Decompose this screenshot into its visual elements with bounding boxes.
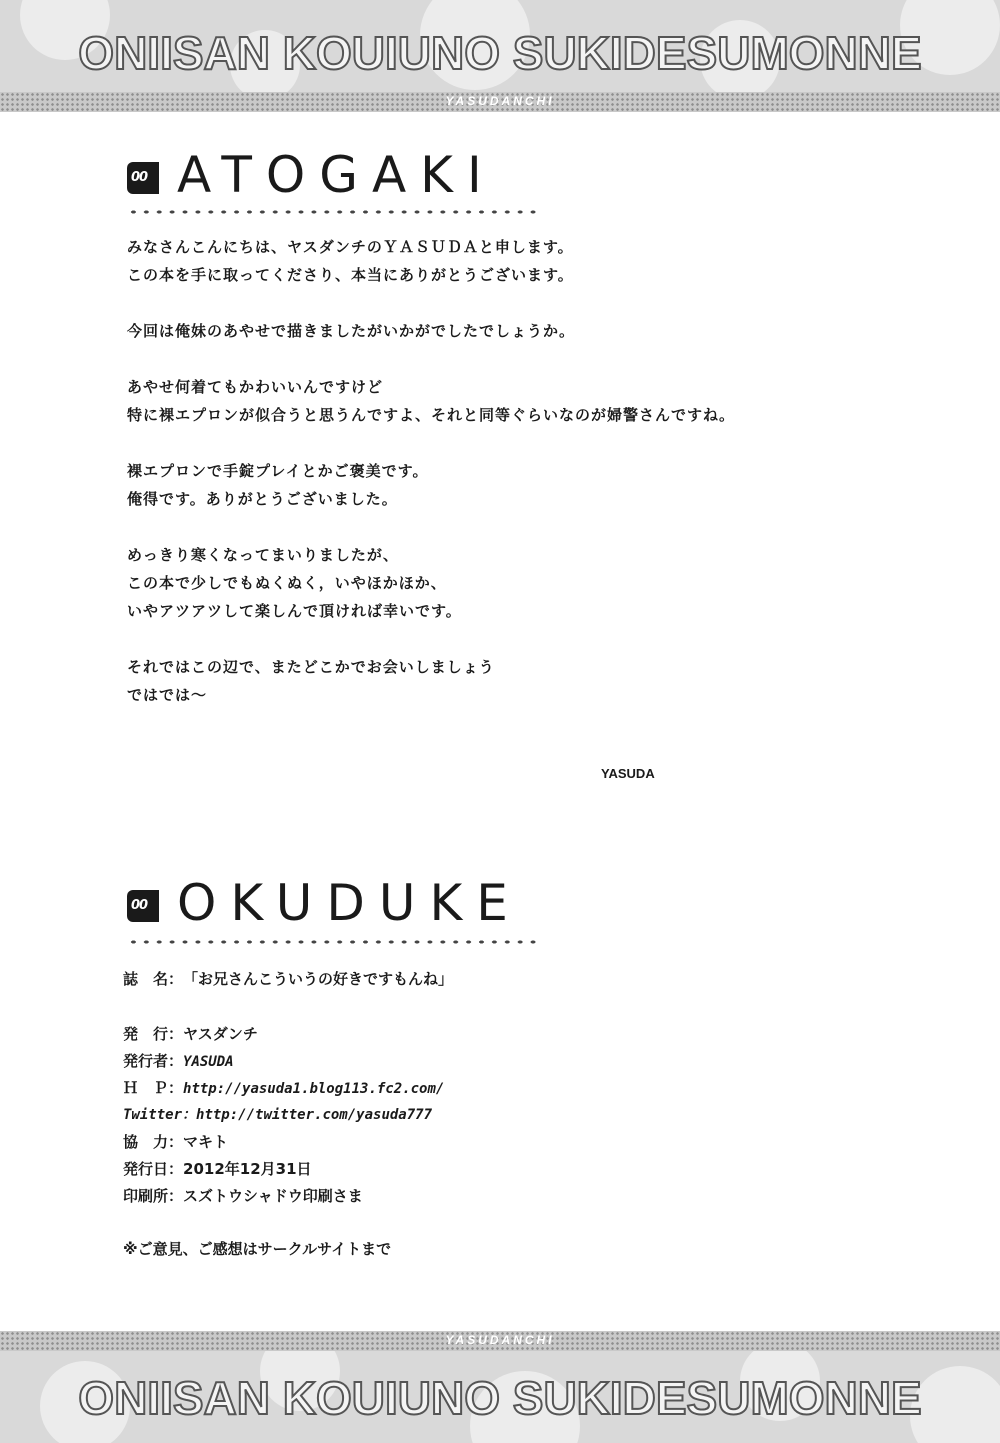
atogaki-line: ではでは～ <box>127 686 208 704</box>
colophon-value: YASUDA <box>183 1054 234 1070</box>
atogaki-line: 俺得です。ありがとうございました。 <box>127 490 398 508</box>
atogaki-line: この本を手に取ってくださり、本当にありがとうございます。 <box>127 266 574 284</box>
colophon-value: スズトウシャドウ印刷さま <box>183 1187 363 1205</box>
colophon-label: 協 力： <box>123 1133 184 1151</box>
atogaki-line: それではこの辺で、またどこかでお会いしましょう <box>127 658 495 676</box>
homepage-link[interactable]: http://yasuda1.blog113.fc2.com/ <box>183 1081 445 1097</box>
circle-strip <box>0 92 1000 112</box>
colophon-label: 誌 名： <box>123 970 184 988</box>
colophon-twitter-row <box>123 1104 432 1124</box>
banner-title: ONIISAN KOUIUNO SUKIDESUMONNE <box>78 27 922 79</box>
atogaki-title: ATOGAKI <box>177 146 496 204</box>
colophon-date-row <box>123 1158 312 1179</box>
atogaki-line: めっきり寒くなってまいりましたが、 <box>127 546 399 564</box>
circle-label: YASUDANCHI <box>445 1333 555 1347</box>
atogaki-line: いやアツアツして楽しんで頂ければ幸いです。 <box>127 602 462 620</box>
atogaki-line: みなさんこんにちは、ヤスダンチのＹＡＳＵＤＡと申します。 <box>127 238 574 256</box>
circle-strip <box>0 1331 1000 1351</box>
colophon-printer-row <box>123 1185 363 1206</box>
colophon-value: ヤスダンチ <box>183 1025 258 1043</box>
banner-title: ONIISAN KOUIUNO SUKIDESUMONNE <box>78 1372 922 1424</box>
atogaki-line: この本で少しでもぬくぬく，いやほかほか、 <box>127 574 447 592</box>
top-banner <box>0 0 1000 92</box>
atogaki-line: 特に裸エプロンが似合うと思うんですよ、それと同等ぐらいなのが婦警さんですね。 <box>127 406 736 424</box>
colophon-title-row <box>123 968 453 989</box>
colophon-label: Ｈ Ｐ： <box>123 1079 184 1097</box>
colophon-label: 発行日： <box>123 1160 184 1178</box>
twitter-link[interactable]: http://twitter.com/yasuda777 <box>196 1107 433 1123</box>
colophon-value: 2012年12月31日 <box>183 1160 312 1178</box>
heading-mark-icon: 00 <box>127 162 159 194</box>
colophon-label: Twitter： <box>123 1107 197 1123</box>
atogaki-line: 今回は俺妹のあやせで描きましたがいかがでしたでしょうか。 <box>127 322 576 340</box>
feedback-note: ※ご意見、ご感想はサークルサイトまで <box>123 1240 392 1258</box>
okuduke-title: OKUDUKE <box>177 874 522 932</box>
bottom-banner <box>0 1351 1000 1443</box>
colophon-value: 「お兄さんこういうの好きですもんね」 <box>183 970 454 988</box>
dotted-divider <box>127 208 539 216</box>
colophon-label: 印刷所： <box>123 1187 184 1205</box>
colophon-issuer-row <box>123 1050 234 1071</box>
colophon-publisher-row <box>123 1023 258 1044</box>
circle-label: YASUDANCHI <box>445 94 555 108</box>
colophon-value: マキト <box>183 1133 229 1151</box>
colophon-cooperation-row <box>123 1131 228 1152</box>
colophon-label: 発 行： <box>123 1025 184 1043</box>
colophon-homepage-row <box>123 1077 444 1098</box>
colophon-label: 発行者： <box>123 1052 184 1070</box>
atogaki-line: あやせ何着てもかわいいんですけど <box>127 378 384 396</box>
author-signature: YASUDA <box>601 766 655 781</box>
dotted-divider <box>127 938 539 946</box>
atogaki-line: 裸エプロンで手錠プレイとかご褒美です。 <box>127 462 429 480</box>
heading-mark-icon: 00 <box>127 890 159 922</box>
